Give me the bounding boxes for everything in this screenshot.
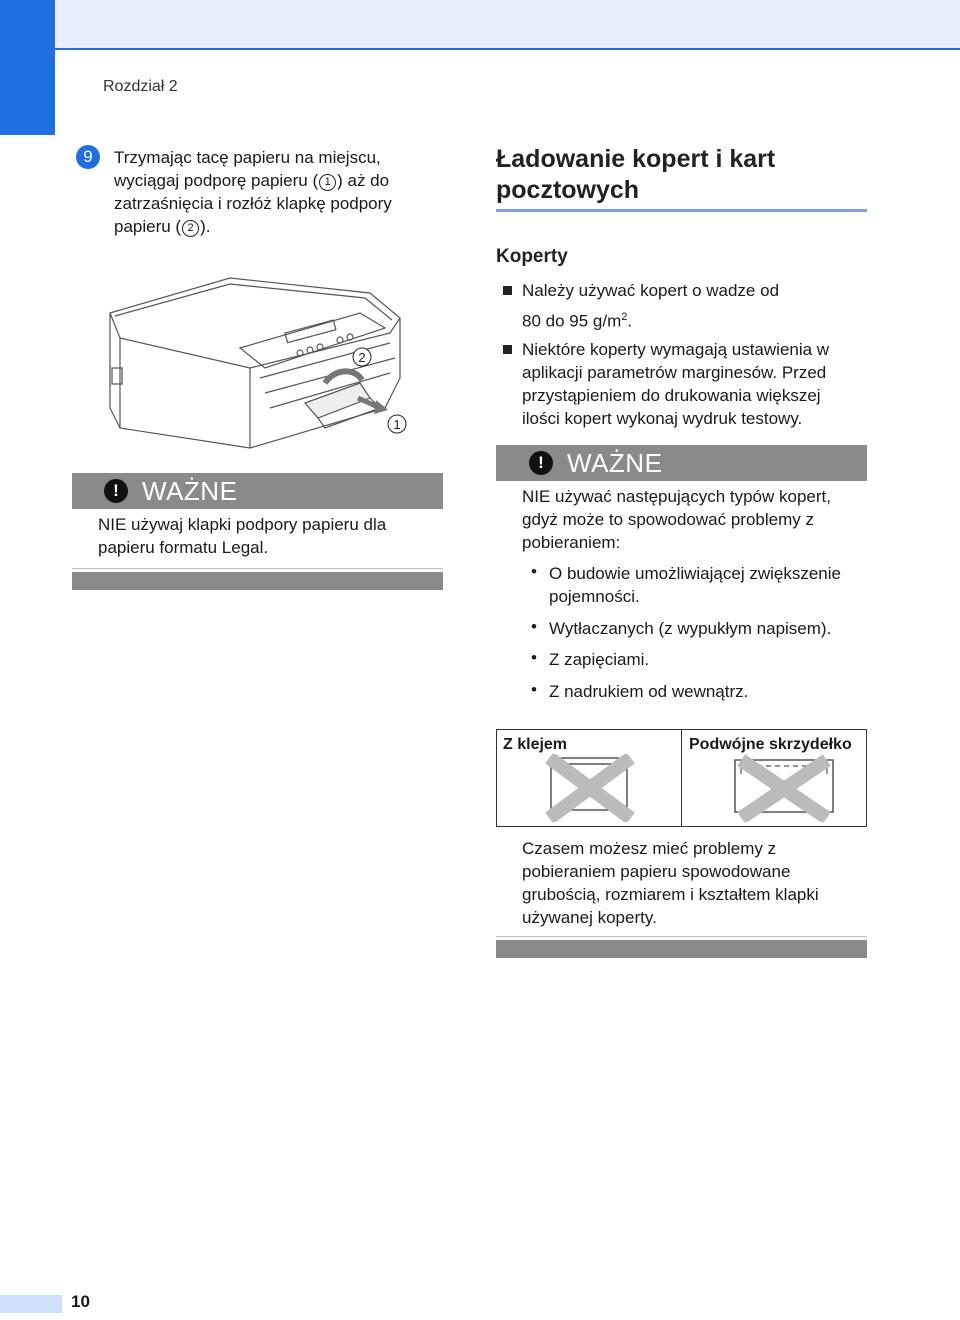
- step-line: [114, 169, 424, 192]
- table-header-double-flap: Podwójne skrzydełko: [689, 736, 852, 753]
- step-line: Trzymając tacę papieru na miejscu,: [114, 148, 381, 167]
- top-band-rule: [0, 48, 960, 50]
- printer-illustration: [100, 258, 420, 458]
- note-line: używanej koperty.: [522, 908, 657, 927]
- warning-line: NIE używaj klapki podpory papieru dla: [98, 515, 387, 534]
- note-line: pobieraniem papieru spowodowane: [522, 862, 791, 881]
- chapter-tab: [0, 0, 55, 135]
- warning-footer-rule: [496, 936, 867, 937]
- step-line: [114, 215, 424, 238]
- bullet-text: 80 do 95 g/m: [522, 311, 622, 331]
- exclamation-icon: !: [104, 479, 128, 503]
- page-number: 10: [71, 1292, 90, 1311]
- step-text-part: ) aż do: [337, 171, 390, 190]
- bullet-line: aplikacji parametrów marginesów. Przed: [522, 363, 827, 382]
- warning-text: [98, 513, 438, 559]
- step-number-badge: 9: [76, 145, 100, 169]
- warning-header: [72, 473, 443, 509]
- bullet-dot: •: [531, 680, 537, 699]
- warning-line: papieru formatu Legal.: [98, 538, 269, 557]
- note-line: grubością, rozmiarem i kształtem klapki: [522, 885, 819, 904]
- section-title: [496, 144, 868, 206]
- square-bullet-icon: [503, 286, 512, 295]
- subheading-envelopes: Koperty: [496, 246, 568, 267]
- bullet-item: [522, 279, 867, 333]
- step-text-part: wyciągaj podporę papieru (: [114, 171, 319, 190]
- bullet-text: .: [627, 311, 633, 331]
- bullet-item: [522, 338, 867, 430]
- figure-callout-1: 1: [393, 417, 401, 432]
- warning-intro: [522, 485, 867, 554]
- warning-title: WAŻNE: [567, 448, 663, 478]
- warning-box-left: [72, 473, 443, 591]
- bullet-line: Niektóre koperty wymagają ustawienia w: [522, 340, 830, 359]
- warning-title: WAŻNE: [142, 476, 238, 506]
- table-divider: [681, 730, 682, 826]
- table-header-glued: Z klejem: [503, 736, 568, 753]
- glued-envelope-icon: [545, 754, 635, 822]
- bullet-line: przystąpieniem do drukowania większej: [522, 386, 821, 405]
- section-title-line: Ładowanie kopert i kart: [496, 145, 776, 173]
- bullet-line: [522, 306, 867, 333]
- warning-footer-bar: [496, 940, 867, 958]
- bullet-line: ilości kopert wykonaj wydruk testowy.: [522, 409, 803, 428]
- step-text-part: papieru (: [114, 217, 182, 236]
- page-number-bar: [0, 1295, 62, 1313]
- bullet-dot: •: [531, 648, 537, 667]
- top-band: [0, 0, 960, 50]
- list-item: [549, 562, 869, 608]
- section-title-line: pocztowych: [496, 176, 640, 204]
- warning-header: [496, 445, 867, 481]
- warning-line: NIE używać następujących typów kopert,: [522, 487, 831, 506]
- envelope-note: [522, 837, 867, 929]
- step-instruction: [114, 146, 424, 238]
- chapter-label: Rozdział 2: [103, 78, 178, 95]
- callout-2-marker: 2: [182, 220, 199, 237]
- bullet-line: Należy używać kopert o wadze od: [522, 281, 780, 300]
- warning-footer-bar: [72, 572, 443, 590]
- step-text-part: ).: [200, 217, 211, 236]
- note-line: Czasem możesz mieć problemy z: [522, 839, 777, 858]
- superscript: 2: [621, 311, 628, 323]
- list-item: Z zapięciami.: [549, 650, 650, 669]
- figure-callout-2: 2: [358, 350, 366, 365]
- bullet-dot: •: [531, 617, 537, 636]
- bullet-dot: •: [531, 562, 537, 581]
- step-line: zatrzaśnięcia i rozłóż klapkę podpory: [114, 194, 392, 213]
- callout-1-marker: 1: [319, 174, 336, 191]
- double-flap-envelope-icon: [729, 754, 839, 822]
- warning-line: gdyż może to spowodować problemy z: [522, 510, 814, 529]
- section-title-rule: [496, 209, 867, 212]
- square-bullet-icon: [503, 345, 512, 354]
- warning-line: pobieraniem:: [522, 533, 621, 552]
- list-item-line: O budowie umożliwiającej zwiększenie: [549, 564, 841, 583]
- warning-footer-rule: [72, 568, 443, 569]
- exclamation-icon: !: [529, 451, 553, 475]
- list-item: Wytłaczanych (z wypukłym napisem).: [549, 619, 832, 638]
- list-item: Z nadrukiem od wewnątrz.: [549, 682, 749, 701]
- envelope-types-table: [496, 729, 867, 827]
- list-item-line: pojemności.: [549, 587, 640, 606]
